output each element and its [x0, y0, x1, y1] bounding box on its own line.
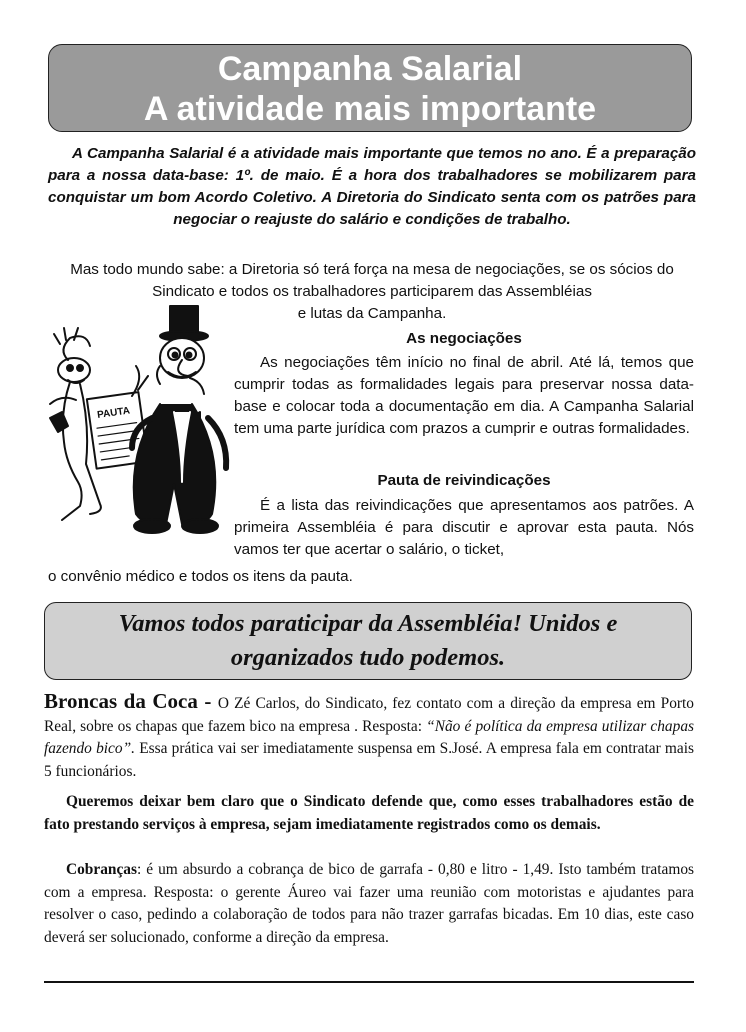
intro-tail: e lutas da Campanha.	[297, 305, 447, 322]
title-line-2: A atividade mais importante	[143, 90, 597, 128]
queremos-paragraph: Queremos deixar bem claro que o Sindicato defende que, como esses trabalhadores estão de fato prestando serviços à empresa, sejam imediatamente registrados como os demais.	[44, 793, 694, 833]
negociacoes-paragraph: As negociações têm início no final de abril. Até lá, temos que cumprir todas as formalidades legais para preservar nossa data-base e colocar toda a documentação em dia. A Campanha Salarial tem uma parte jurídica com prazos a cumprir e outras formalidades.	[234, 354, 694, 437]
title-line-1: Campanha Salarial	[217, 50, 523, 88]
broncas-heading: Broncas da Coca -	[44, 689, 218, 713]
lead-paragraph: A Campanha Salarial é a atividade mais importante que temos no ano. É a preparação para a nossa data-base: 1º. de maio. É a hora dos trabalhadores se mobilizarem para conquistar um bom Acordo Coletivo. A Diretoria do Sindicato senta com os patrões para negociar o reajuste do salário e condições de trabalho.	[48, 145, 696, 228]
title-banner	[48, 44, 692, 132]
negociacoes-heading: As negociações	[406, 330, 522, 347]
broncas-text-1: O Zé Carlos, do Sindicato, fez contato com a direção da empresa em Porto Real, sobre os chapas que fazem bico na empresa . Resposta:	[44, 695, 694, 735]
cobrancas-paragraph	[44, 859, 694, 949]
broncas-paragraph	[44, 690, 694, 783]
pauta-paragraph-tail: o convênio médico e todos os itens da pauta.	[48, 568, 353, 585]
broncas-quote: “Não é política da empresa utilizar chapas fazendo bico”.	[44, 717, 695, 757]
callout-line-1: Vamos todos paraticipar da Assembléia! Unidos e	[118, 610, 618, 637]
cartoon-illustration	[40, 300, 234, 538]
callout-line-2: organizados tudo podemos.	[230, 644, 506, 671]
sign-label: PAUTA	[96, 405, 131, 421]
intro-text: Mas todo mundo sabe: a Diretoria só terá força na mesa de negociações, se os sócios do Sindicato e todos os trabalhadores participarem das Assembléias	[70, 261, 674, 300]
callout-banner	[44, 602, 692, 680]
cobrancas-label: Cobranças	[66, 861, 137, 878]
bottom-divider	[44, 981, 694, 983]
cobrancas-text: : é um absurdo a cobrança de bico de garrafa - 0,80 e litro - 1,49. Isto também tratamos com a empresa. Resposta: o gerente Áureo vai fazer uma reunião com motoristas e ajudantes para resolver o caso, pedindo a colaboração de todos para não trazer garrafas bicadas. Em 10 dias, este caso deverá ser solucionado, conforme a direção da empresa.	[44, 861, 694, 946]
broncas-text-2: Essa prática vai ser imediatamente suspensa em S.José. A empresa fala em contratar mais 5 funcionários.	[44, 740, 694, 780]
pauta-heading: Pauta de reivindicações	[377, 472, 551, 489]
pauta-paragraph: É a lista das reivindicações que apresentamos aos patrões. A primeira Assembléia é para discutir e aprovar esta pauta. Nós vamos ter que acertar o salário, o ticket,	[234, 497, 694, 558]
